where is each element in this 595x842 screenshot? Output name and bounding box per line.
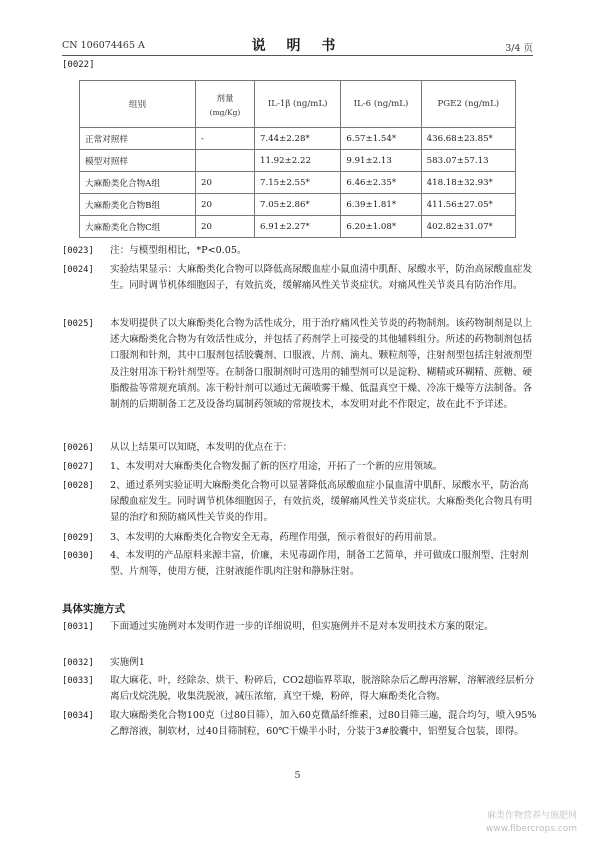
col-header-group: 组别 bbox=[80, 81, 196, 128]
cell-dose bbox=[196, 150, 255, 172]
paragraph-number: [0034] bbox=[62, 711, 94, 721]
paragraph-text: 本发明提供了以大麻酚类化合物为活性成分，用于治疗痛风性关节炎的药物制剂。该药物制剂是以上述大麻酚类化合物为有效活性成分，并包括了药剂学上可接受的其他辅料组分。所述的药物制剂包括口服剂和针剂，其中口服剂包括胶囊剂、口服液、片剂、滴丸、颗粒剂等，注射剂型包括注射液剂型及注射用冻干粉针剂型等。在制备口服制剂时可选用的辅型剂可以是淀粉、糊精或环糊精、蔗糖、硬脂酸盐等常规充填剂。冻干粉针剂可以通过无菌喷雾干燥、低温真空干燥、冷冻干燥等方法制备。各制剂的后期制备工艺及设备均属制药领域的常规技术，本发明对此不作限定，故在此不予详述。 bbox=[110, 318, 533, 411]
col-header-il6: IL-6 (ng/mL) bbox=[341, 81, 421, 128]
paragraph-text: 实验结果显示：大麻酚类化合物可以降低高尿酸血症小鼠血清中肌酐、尿酸水平，防治高尿酸血症发生。同时调节机体细胞因子，有效抗炎，缓解痛风性关节炎症状。对痛风性关节炎具有防治作用。 bbox=[110, 264, 533, 292]
cell-pge2: 583.07±57.13 bbox=[421, 150, 515, 172]
col-header-dose bbox=[196, 81, 255, 128]
cell-group: 大麻酚类化合物A组 bbox=[80, 172, 196, 194]
document-title: 说 明 书 bbox=[251, 38, 344, 54]
paragraph bbox=[62, 655, 537, 671]
table-row bbox=[80, 172, 516, 194]
paragraph-text: 实施例1 bbox=[110, 657, 145, 669]
col-header-dose-unit: (mg/Kg) bbox=[209, 107, 241, 117]
paragraph-text: 1、本发明对大麻酚类化合物发掘了新的医疗用途，开拓了一个新的应用领域。 bbox=[110, 461, 443, 473]
results-table bbox=[79, 80, 516, 238]
paragraph-text: 4、本发明的产品原料来源丰富，价廉，未见毒副作用，制备工艺简单，并可做成口服剂型、注射剂型、片剂等，使用方便，注射液能作肌肉注射和静脉注射。 bbox=[110, 550, 529, 578]
paragraph-text: 2、通过系列实验证明大麻酚类化合物可以显著降低高尿酸血症小鼠血清中肌酐、尿酸水平，防治高尿酸血症发生。同时调节机体细胞因子，有效抗炎，缓解痛风性关节炎症状。大麻酚类化合物具有明显的治疗和预防痛风性关节炎的作用。 bbox=[110, 480, 533, 524]
page-fraction: 3/4 页 bbox=[505, 43, 533, 54]
paragraph bbox=[62, 316, 537, 413]
paragraph-number: [0023] bbox=[62, 246, 94, 256]
col-header-pge2: PGE2 (ng/mL) bbox=[421, 81, 515, 128]
paragraph bbox=[62, 459, 537, 475]
cell-pge2: 418.18±32.93* bbox=[421, 172, 515, 194]
paragraph-number: [0031] bbox=[62, 622, 94, 632]
cell-il1b: 6.91±2.27* bbox=[255, 216, 341, 238]
cell-il1b: 7.05±2.86* bbox=[255, 194, 341, 216]
cell-dose: 20 bbox=[196, 172, 255, 194]
cell-il1b: 11.92±2.22 bbox=[255, 150, 341, 172]
paragraph bbox=[62, 548, 537, 580]
table-row bbox=[80, 150, 516, 172]
paragraph bbox=[62, 708, 537, 740]
cell-group: 模型对照样 bbox=[80, 150, 196, 172]
paragraph-number: [0024] bbox=[62, 265, 94, 275]
patent-number: CN 106074465 A bbox=[62, 40, 145, 51]
cell-dose: 20 bbox=[196, 194, 255, 216]
paragraph-number: [0033] bbox=[62, 676, 94, 686]
paragraph-text: 下面通过实施例对本发明作进一步的详细说明，但实施例并不是对本发明技术方案的限定。 bbox=[110, 621, 494, 633]
cell-il6: 6.57±1.54* bbox=[341, 128, 421, 150]
cell-dose: 20 bbox=[196, 216, 255, 238]
paragraph-text: 从以上结果可以知晓，本发明的优点在于： bbox=[110, 442, 293, 454]
paragraph bbox=[62, 243, 537, 259]
paragraph-number: [0025] bbox=[62, 319, 94, 329]
cell-group: 正常对照样 bbox=[80, 128, 196, 150]
paragraph-text: 注：与模型组相比，*P<0.05。 bbox=[110, 245, 247, 257]
cell-il1b: 7.15±2.55* bbox=[255, 172, 341, 194]
paragraph-number: [0028] bbox=[62, 481, 94, 491]
paragraph-number: [0030] bbox=[62, 551, 94, 561]
paragraph-text: 取大麻花、叶，经除杂、烘干、粉碎后，CO2超临界萃取，脱溶除杂后乙醇再溶解，溶解液经层析分离后戊烷洗脱，收集洗脱液，减压浓缩，真空干燥，粉碎，得大麻酚类化合物。 bbox=[110, 675, 535, 703]
page-number: 5 bbox=[294, 770, 301, 781]
cell-group: 大麻酚类化合物C组 bbox=[80, 216, 196, 238]
cell-pge2: 411.56±27.05* bbox=[421, 194, 515, 216]
paragraph-number: [0029] bbox=[62, 533, 94, 543]
paragraph bbox=[62, 673, 537, 705]
cell-pge2: 436.68±23.85* bbox=[421, 128, 515, 150]
paragraph bbox=[62, 530, 537, 546]
table-row bbox=[80, 216, 516, 238]
paragraph-number: [0032] bbox=[62, 658, 94, 668]
paragraph-text: 3、本发明的大麻酚类化合物安全无毒，药理作用强，预示着很好的药用前景。 bbox=[110, 532, 443, 544]
paragraph-text: 取大麻酚类化合物100克（过80目筛），加入60克微晶纤维素，过80目筛三遍，混合均匀，喷入95%乙醇溶液，制软材，过40目筛制粒，60℃干燥半小时，分装于3#胶囊中，铝塑复合包装，即得。 bbox=[110, 710, 537, 738]
table-row bbox=[80, 194, 516, 216]
paragraph bbox=[62, 440, 537, 456]
paragraph bbox=[62, 262, 537, 294]
table-row bbox=[80, 128, 516, 150]
paragraph-number: [0027] bbox=[62, 462, 94, 472]
watermark-url: www.fibercrops.com bbox=[486, 824, 577, 834]
watermark bbox=[486, 810, 577, 836]
cell-il1b: 7.44±2.28* bbox=[255, 128, 341, 150]
cell-il6: 6.20±1.08* bbox=[341, 216, 421, 238]
col-header-il1b: IL-1β (ng/mL) bbox=[255, 81, 341, 128]
cell-il6: 9.91±2.13 bbox=[341, 150, 421, 172]
watermark-site-name: 麻类作物营养与施肥网 bbox=[486, 811, 577, 821]
cell-il6: 6.39±1.81* bbox=[341, 194, 421, 216]
cell-pge2: 402.82±31.07* bbox=[421, 216, 515, 238]
paragraph bbox=[62, 478, 537, 527]
paragraph-number-table: [0022] bbox=[62, 60, 95, 70]
header-rule bbox=[62, 55, 533, 56]
cell-dose: - bbox=[196, 128, 255, 150]
cell-il6: 6.46±2.35* bbox=[341, 172, 421, 194]
col-header-dose-label: 剂量 bbox=[216, 93, 234, 104]
cell-group: 大麻酚类化合物B组 bbox=[80, 194, 196, 216]
section-title: 具体实施方式 bbox=[62, 603, 125, 615]
table-header-row bbox=[80, 81, 516, 128]
paragraph-number: [0026] bbox=[62, 443, 94, 453]
paragraph bbox=[62, 619, 537, 635]
